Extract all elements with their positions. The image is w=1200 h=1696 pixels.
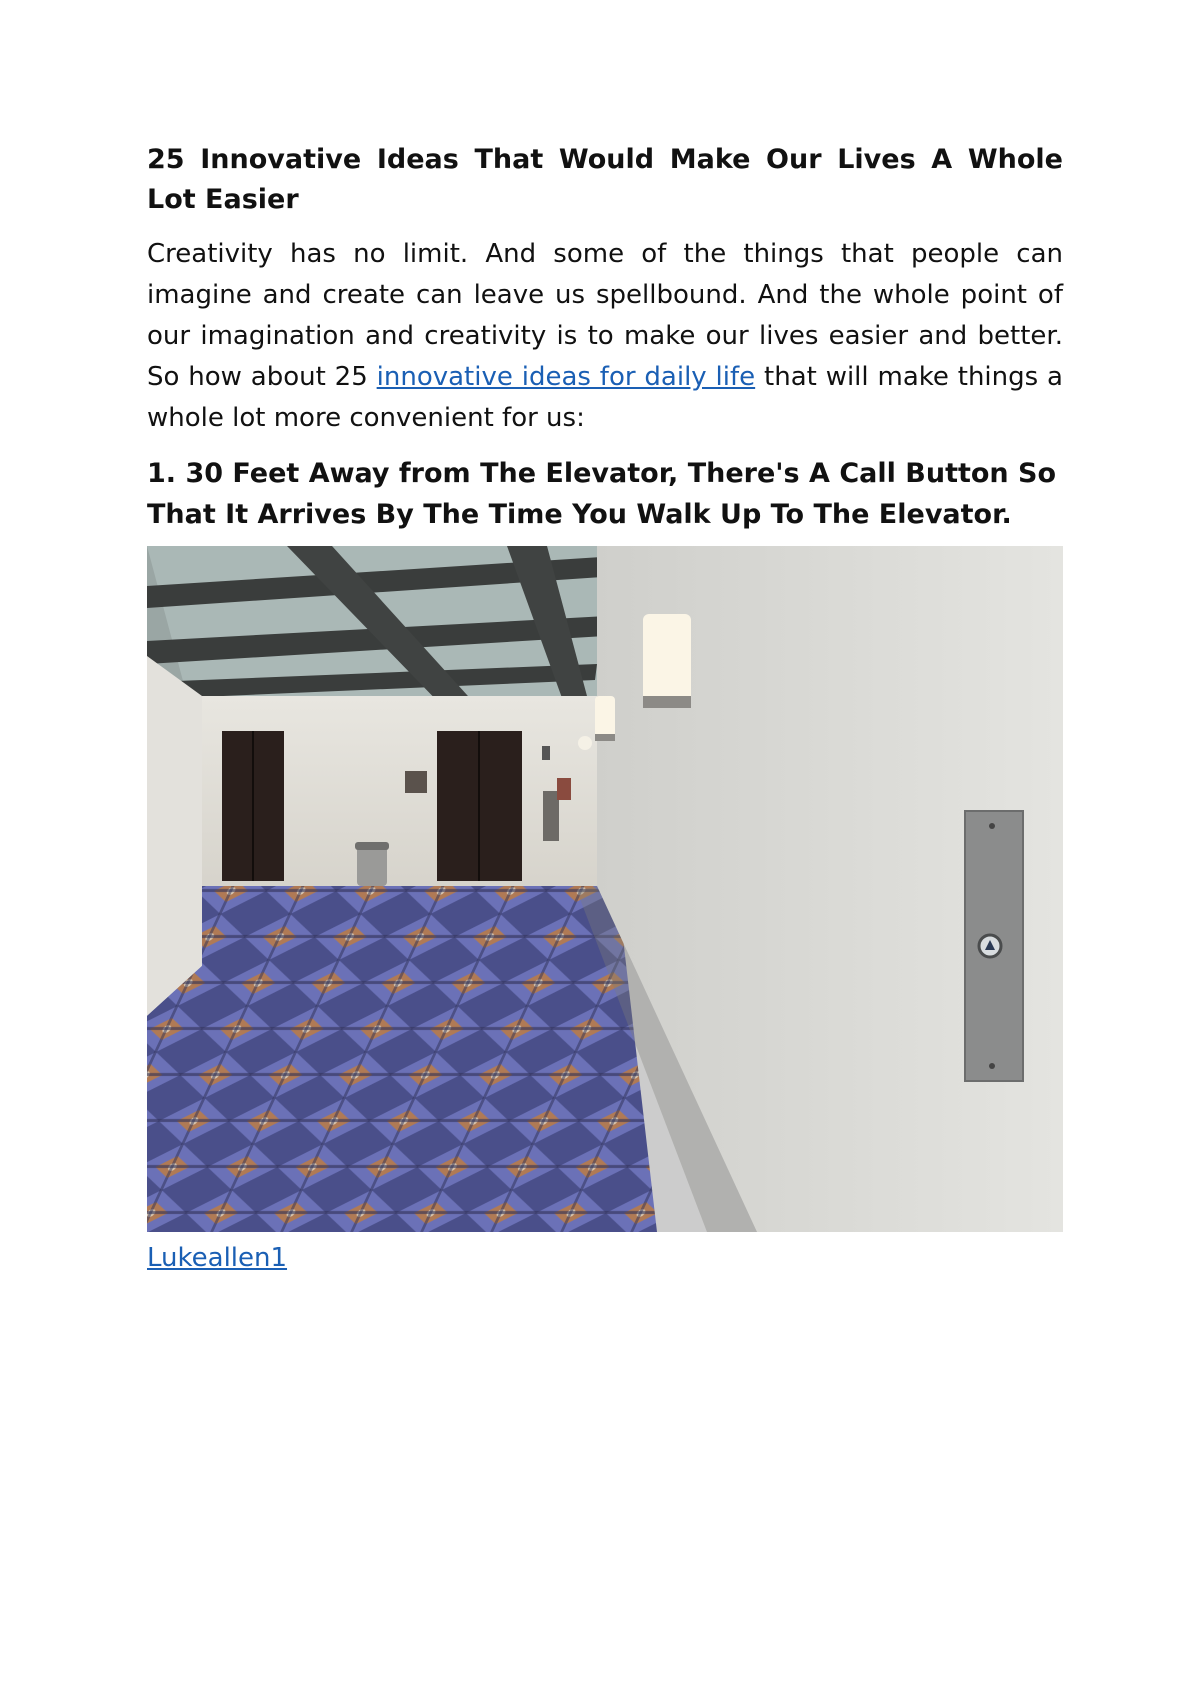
document-page [147, 140, 1063, 1278]
article-intro [147, 234, 1063, 439]
credit-link[interactable]: Lukeallen1 [147, 1243, 288, 1273]
intro-text-after-link: that will make things a whole lot more convenient for us: [147, 362, 1063, 433]
item-1-heading: 1. 30 Feet Away from The Elevator, There's A Call Button So That It Arrives By The Time You Walk Up To The Elevator. [147, 458, 1057, 530]
intro-text-before-link: Creativity has no limit. And some of the things that people can imagine and create can leave us spellbound. And the whole point of our imagination and creativity is to make our lives easier and better. So how about 25 [147, 239, 1063, 392]
innovative-ideas-link[interactable]: innovative ideas for daily life [376, 362, 756, 392]
image-credit [147, 1238, 1063, 1278]
elevator-hallway-photo [147, 546, 1063, 1232]
article-title: 25 Innovative Ideas That Would Make Our Lives A Whole Lot Easier [147, 144, 1063, 215]
